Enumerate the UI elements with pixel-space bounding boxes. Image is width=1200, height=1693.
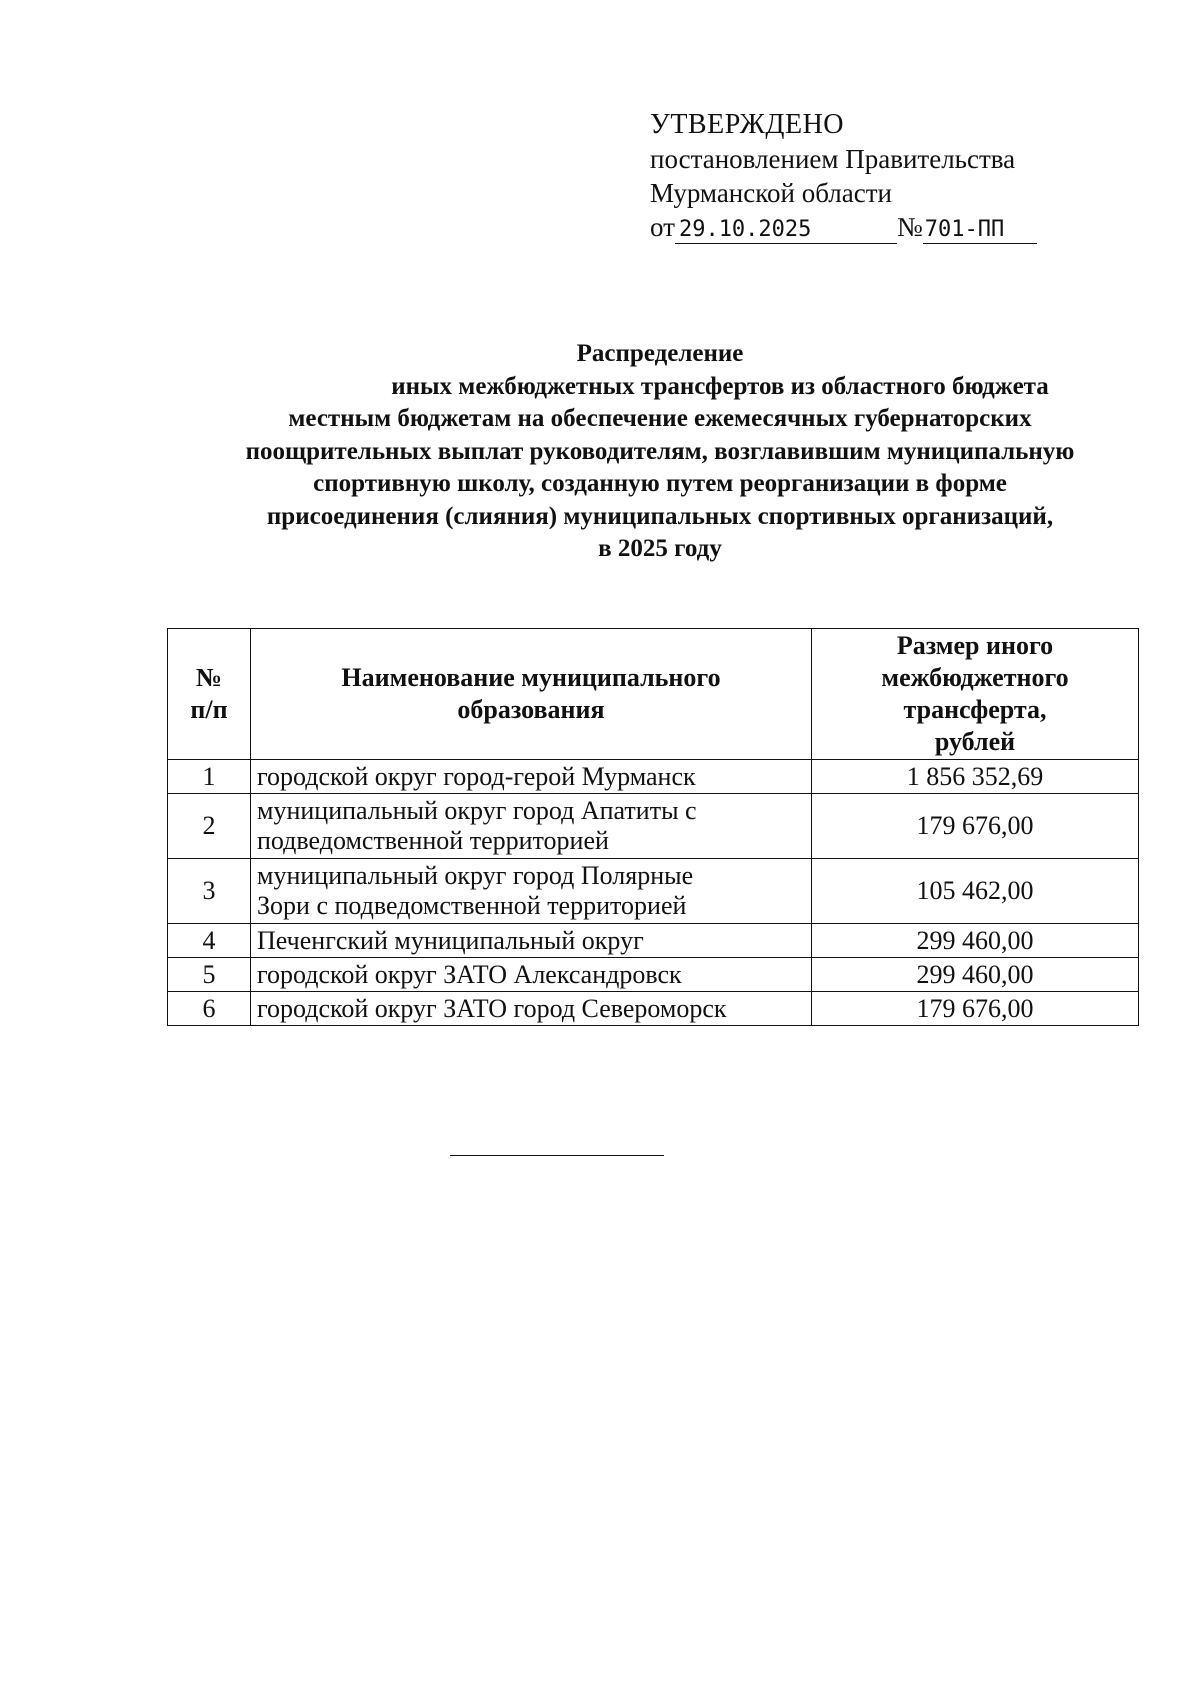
- resolution-number: 701-ПП: [923, 217, 1037, 244]
- header-num-line: №: [195, 663, 223, 692]
- row-amount: 299 460,00: [812, 924, 1139, 958]
- row-name-line: подведомственной территорией: [257, 826, 609, 855]
- row-amount: 179 676,00: [812, 992, 1139, 1026]
- table-row: [168, 760, 1139, 794]
- row-num: 6: [168, 992, 251, 1026]
- row-amount: 1 856 352,69: [812, 760, 1139, 794]
- row-name: [251, 992, 812, 1026]
- row-name-line: городской округ ЗАТО Александровск: [257, 959, 682, 989]
- row-name-line: муниципальный округ город Полярные: [257, 861, 694, 890]
- row-num: 5: [168, 958, 251, 992]
- date-prefix: от: [650, 212, 675, 242]
- title-line: присоединения (слияния) муниципальных спортивных организаций,: [266, 502, 1054, 530]
- header-amount-line: Размер иного: [896, 631, 1054, 660]
- row-num: 2: [168, 794, 251, 859]
- header-amount: [812, 629, 1139, 760]
- end-separator-line: [450, 1155, 664, 1156]
- title-line: местным бюджетам на обеспечение ежемесячных губернаторских: [288, 405, 1032, 432]
- row-amount: 179 676,00: [812, 794, 1139, 859]
- row-name-line: муниципальный округ город Апатиты с: [257, 796, 697, 825]
- row-amount: 105 462,00: [812, 859, 1139, 924]
- row-name-line: городской округ ЗАТО город Североморск: [257, 993, 727, 1023]
- approval-stamp: [650, 108, 1070, 244]
- table-row: [168, 992, 1139, 1026]
- header-name-line: образования: [457, 695, 605, 724]
- header-amount-line: межбюджетного: [881, 663, 1069, 692]
- header-name-line: Наименование муниципального: [341, 663, 721, 692]
- title-line: иных межбюджетных трансфертов из областного бюджета: [391, 372, 1049, 400]
- approved-label: УТВЕРЖДЕНО: [650, 109, 845, 140]
- title-line: спортивную школу, созданную путем реорганизации в форме: [313, 470, 1007, 497]
- header-amount-line: рублей: [934, 727, 1016, 756]
- table-row: [168, 859, 1139, 924]
- approval-date-line: [650, 210, 1070, 244]
- row-name-line: Печенгский муниципальный округ: [257, 925, 644, 955]
- approval-line-1: постановлением Правительства: [650, 144, 1016, 174]
- row-num: 3: [168, 859, 251, 924]
- row-name: [251, 924, 812, 958]
- title-line: Распределение: [576, 340, 744, 367]
- header-name: [251, 629, 812, 760]
- header-amount-line: трансферта,: [903, 695, 1047, 724]
- row-num: 4: [168, 924, 251, 958]
- row-name: [251, 958, 812, 992]
- table-row: [168, 924, 1139, 958]
- title-line: поощрительных выплат руководителям, возглавившим муниципальную: [245, 437, 1075, 465]
- table-row: [168, 794, 1139, 859]
- table-row: [168, 958, 1139, 992]
- approval-line-2: Мурманской области: [650, 178, 892, 208]
- row-name-line: городской округ город-герой Мурманск: [257, 761, 696, 791]
- header-num-line: п/п: [190, 695, 228, 724]
- row-name: [251, 859, 812, 924]
- resolution-date: 29.10.2025: [675, 217, 897, 244]
- document-title: [160, 338, 1160, 566]
- number-prefix: №: [896, 212, 923, 242]
- title-line: в 2025 году: [598, 535, 722, 562]
- transfers-table: [167, 628, 1139, 1026]
- row-name: [251, 794, 812, 859]
- row-name-line: Зори с подведомственной территорией: [257, 891, 687, 920]
- row-amount: 299 460,00: [812, 958, 1139, 992]
- table-header-row: [168, 629, 1139, 760]
- header-num: [168, 629, 251, 760]
- row-num: 1: [168, 760, 251, 794]
- row-name: [251, 760, 812, 794]
